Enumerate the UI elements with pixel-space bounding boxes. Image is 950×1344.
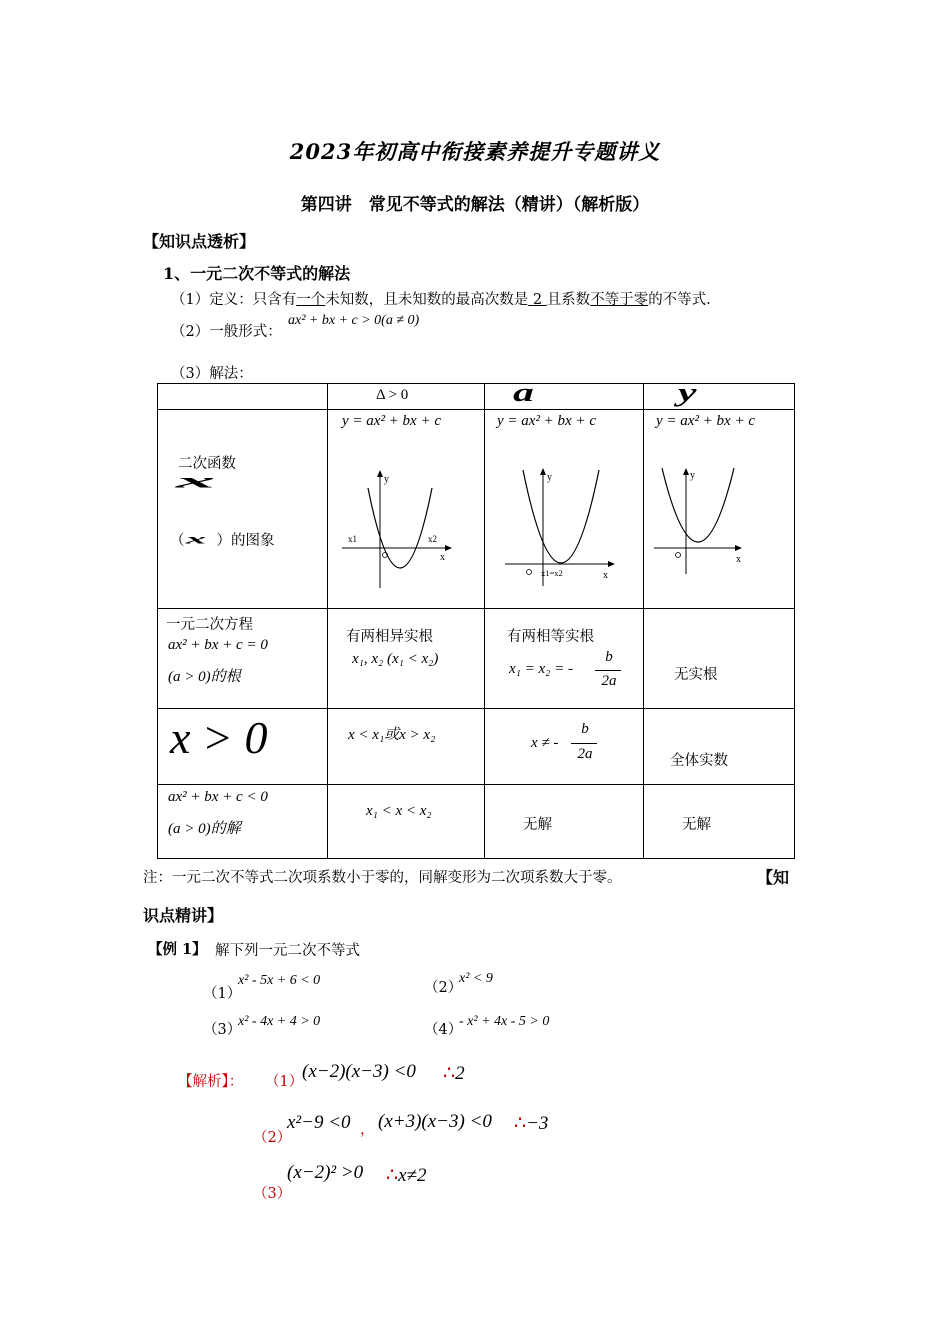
section-tag-part2: 识点精讲】 (143, 906, 224, 925)
def-prefix: （1）定义：只含有 (171, 292, 297, 308)
example-item-4-num: （4） (424, 1022, 463, 1038)
less-one-root: 无解 (485, 785, 644, 859)
roots-two-equal: 有两相等实根 x₁ = x₂ = - b 2a (485, 609, 644, 709)
example-item-1-expr: x² - 5x + 6 < 0 (238, 973, 321, 988)
solution-step-2-result: ∴−3 (514, 1113, 549, 1134)
roots-two-distinct: 有两相异实根 x₁, x₂ (x₁ < x₂) (328, 609, 485, 709)
svg-text:x1: x1 (348, 534, 357, 544)
example-item-4-expr: - x² + 4x - 5 > 0 (459, 1014, 550, 1029)
example-prompt: 解下列一元二次不等式 (215, 943, 360, 959)
less-two-roots: x₁ < x < x₂ (328, 785, 485, 859)
graph-cell-delta-zero: y = ax² + bx + c y x x1=x2 (485, 410, 644, 609)
svg-text:x2: x2 (428, 534, 437, 544)
definition-line (171, 288, 711, 309)
svg-text:y: y (690, 470, 695, 481)
heading-quadratic-inequality: 1、一元二次不等式的解法 (163, 264, 351, 283)
less-no-root: 无解 (644, 785, 795, 859)
greater-one-root: x ≠ - b 2a (485, 709, 644, 785)
note-text: 注：一元二次不等式二次项系数小于零的，同解变形为二次项系数大于零。 (143, 870, 622, 886)
header-delta: Δ > 0 (328, 384, 485, 410)
solution-step-1-num: （1） (265, 1074, 304, 1090)
greater-no-root: 全体实数 (644, 709, 795, 785)
solution-table (157, 378, 795, 859)
solution-step-2-expr2: (x+3)(x−3) <0 (378, 1111, 492, 1132)
parabola-two-roots-graph (342, 468, 452, 588)
example-label: 【例 1】 (148, 941, 207, 958)
header-y: y (644, 384, 795, 410)
row-greater-label: x > 0 (158, 709, 328, 785)
def-blank-3: 不等于零 (590, 292, 649, 308)
example-item-1-num: （1） (203, 986, 242, 1002)
page-title: 2023年初高中衔接素养提升专题讲义 (289, 139, 661, 164)
def-mid-2: 且系数 (546, 292, 591, 308)
svg-text:x1=x2: x1=x2 (541, 568, 563, 578)
row-graph-label: 二次函数 x （x ）的图象 (158, 410, 328, 609)
section-tag: 【知识点透析】 (143, 232, 256, 251)
solution-step-2-num: （2） (253, 1130, 292, 1146)
roots-none: 无实根 (644, 609, 795, 709)
parabola-one-root-graph (505, 466, 615, 586)
row-roots-label: 一元二次方程 ax² + bx + c = 0 (a > 0)的根 (158, 609, 328, 709)
graph-cell-delta-positive: y = ax² + bx + c y x x1 x2 (328, 410, 485, 609)
solution-step-1-result: ∴2 (443, 1063, 465, 1084)
svg-text:y: y (384, 474, 389, 485)
solution-step-1-expr: (x−2)(x−3) <0 (302, 1061, 416, 1082)
example-item-2-expr: x² < 9 (459, 971, 493, 986)
general-form-formula: ax² + bx + c > 0(a ≠ 0) (288, 313, 420, 328)
solution-step-3-expr: (x−2)² >0 (287, 1162, 364, 1183)
example-item-3-expr: x² - 4x + 4 > 0 (238, 1014, 321, 1029)
header-empty (158, 384, 328, 410)
def-blank-2: 2 (532, 292, 543, 308)
solution-step-2-sep: ， (360, 1122, 375, 1138)
def-blank-1: 一个 (296, 292, 326, 308)
example-item-2-num: （2） (424, 980, 463, 996)
lecture-subtitle: 第四讲 常见不等式的解法（精讲）（解析版） (300, 195, 650, 215)
greater-two-roots: x < x₁或x > x₂ (328, 709, 485, 785)
def-suffix: 的不等式. (648, 292, 711, 308)
row-less-label: ax² + bx + c < 0 (a > 0)的解 (158, 785, 328, 859)
svg-text:x: x (603, 570, 608, 581)
parabola-no-root-graph (654, 466, 754, 576)
solution-step-2-expr: x²−9 <0 (287, 1112, 351, 1133)
svg-text:x: x (440, 552, 445, 563)
solution-step-3-result: ∴x≠2 (386, 1165, 427, 1186)
svg-text:y: y (547, 472, 552, 483)
solution-step-3-num: （3） (253, 1186, 292, 1202)
solution-label: 【解析】： (178, 1074, 244, 1090)
method-label: （3）解法： (171, 366, 253, 382)
general-form-label: （2）一般形式： (171, 324, 282, 340)
header-a: a (485, 384, 644, 410)
example-item-3-num: （3） (203, 1022, 242, 1038)
def-mid-1: 未知数，且未知数的最高次数是 (325, 292, 529, 308)
graph-cell-delta-negative: y = ax² + bx + c y x (644, 410, 795, 609)
svg-text:x: x (736, 554, 741, 565)
section-tag-part1: 【知 (757, 868, 790, 887)
